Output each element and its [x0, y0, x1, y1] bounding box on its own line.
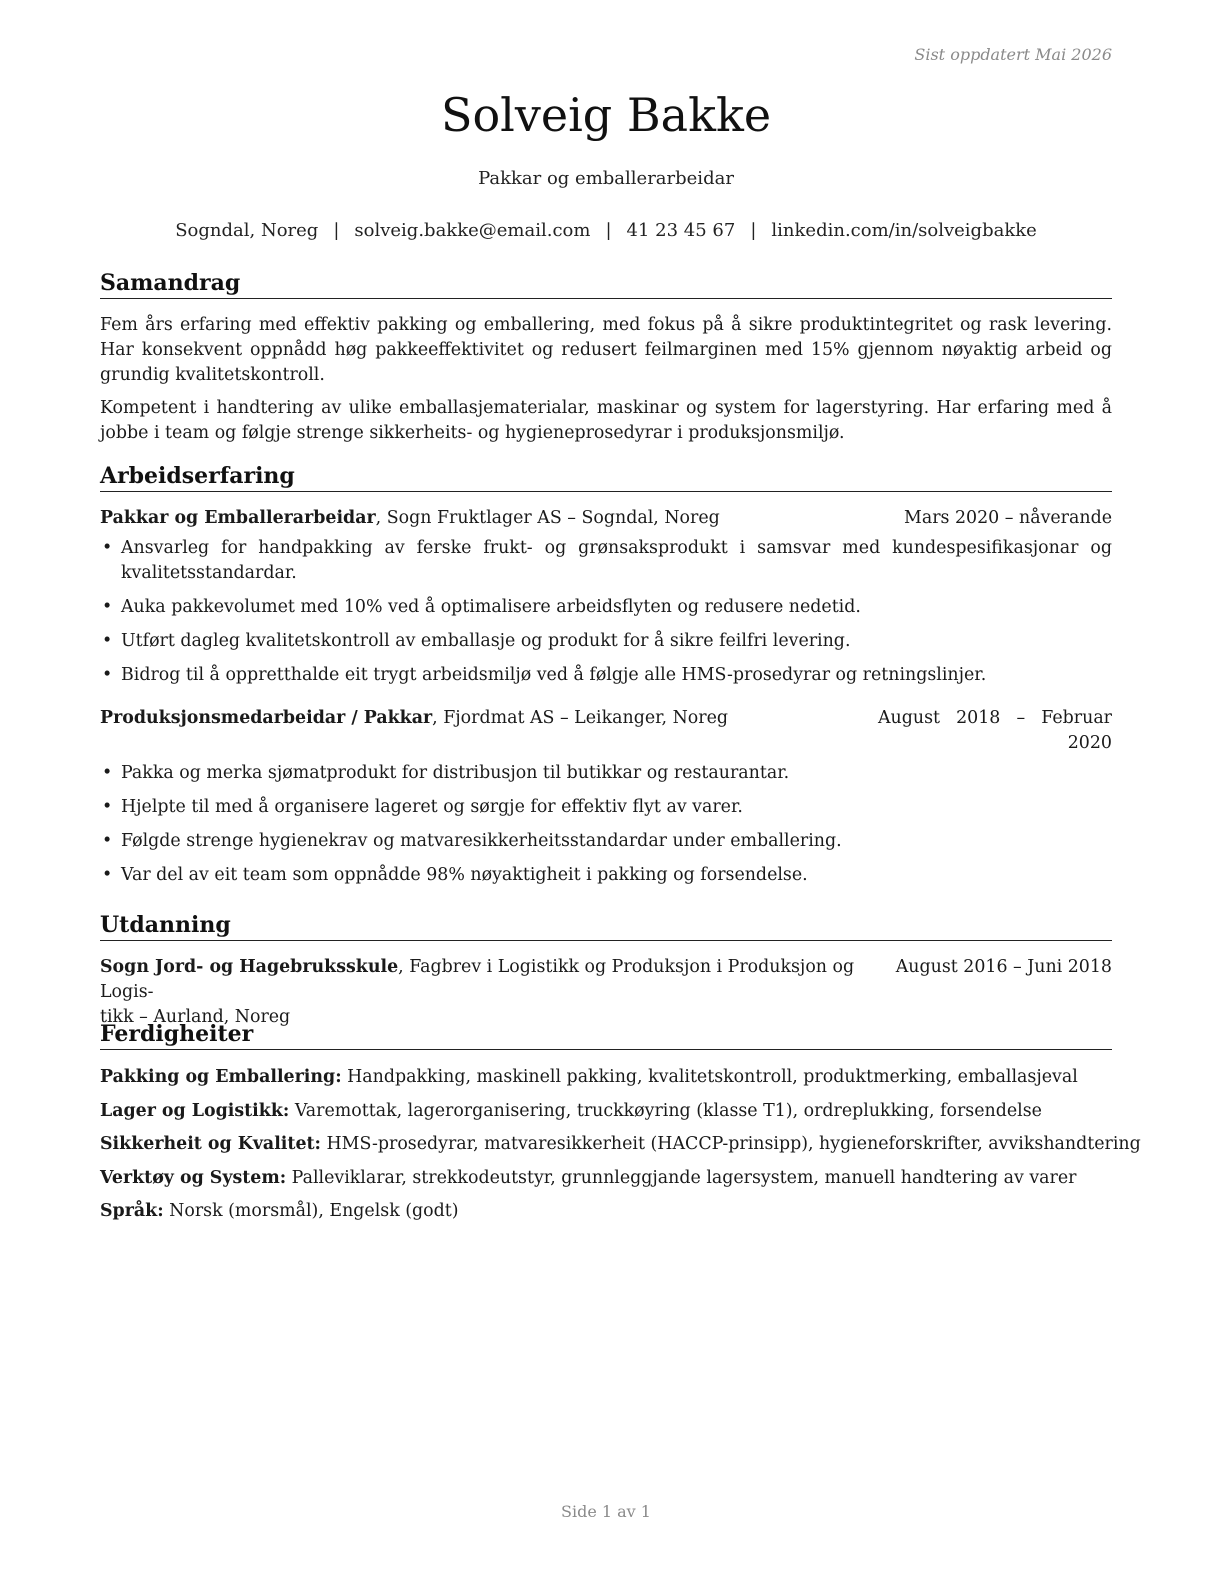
job-role: Produksjonsmedarbeidar / Pakkar — [100, 708, 433, 728]
job-bullets — [100, 761, 1112, 888]
list-item: • Var del av eit team som oppnådde 98% nøyaktigheit i pakking og forsendelse. — [100, 863, 1112, 888]
contact-separator: | — [605, 220, 612, 241]
skill-line: Pakking og Emballering: Handpakking, maskinell pakking, kvalitetskontroll, produktmerking, emballasjeval — [100, 1067, 1078, 1087]
skills-list — [100, 1065, 1141, 1224]
skill-line: Lager og Logistikk: Varemottak, lagerorganisering, truckkøyring (klasse T1), ordreplukking, forsendelse — [100, 1100, 1042, 1121]
page-number: Side 1 av 1 — [561, 1502, 651, 1521]
summary-paragraph: Fem års erfaring med effektiv pakking og emballering, med fokus på å sikre produktintegritet og rask levering. Har konsekvent oppnådd høg pakkeeffektivitet og redusert feilmarginen med 15% gjennom nøyaktig arbeid og grundig kvalitetskontroll. — [100, 315, 1112, 385]
contact-line — [100, 220, 1112, 241]
education-dates: August 2016 – Juni 2018 — [895, 957, 1112, 977]
job-dates — [878, 706, 1112, 756]
section-heading-summary: Samandrag — [100, 269, 1112, 299]
summary-section — [100, 269, 1112, 446]
job-dates-line: August 2018 – Februar — [878, 708, 1112, 728]
bullet-icon: • — [102, 865, 113, 885]
list-item: • Hjelpte til med å organisere lageret og sørgje for effektiv flyt av varer. — [100, 795, 1112, 820]
summary-paragraph: Kompetent i handtering av ulike emballasjematerialar, maskinar og system for lagerstyring. Har erfaring med å jobbe i team og følgje strenge sikkerheits- og hygieneprosedyrar i produksjonsmiljø. — [100, 398, 1112, 443]
skill-line: Språk: Norsk (morsmål), Engelsk (godt) — [100, 1201, 459, 1221]
job-header — [100, 506, 1112, 531]
education-degree-cont: tikk – Aurland, Noreg — [100, 1007, 291, 1027]
experience-section — [100, 462, 1112, 897]
education-degree: , Fagbrev i Logistikk og Produksjon i Produksjon og Logis- — [100, 957, 855, 1002]
candidate-title: Pakkar og emballerarbeidar — [478, 168, 734, 189]
education-entry — [100, 955, 1112, 1030]
job-bullets — [100, 536, 1112, 688]
job-dates-line: 2020 — [1067, 733, 1112, 753]
list-item: • Auka pakkevolumet med 10% ved å optimalisere arbeidsflyten og redusere nedetid. — [100, 595, 1112, 620]
last-updated-note: Sist oppdatert Mai 2026 — [914, 45, 1112, 64]
list-item: • Bidrog til å oppretthalde eit trygt arbeidsmiljø ved å følgje alle HMS-prosedyrar og retningslinjer. — [100, 663, 1112, 688]
skill-line: Sikkerheit og Kvalitet: HMS-prosedyrar, matvaresikkerheit (HACCP-prinsipp), hygieneforskrifter, avvikshandtering — [100, 1134, 1141, 1154]
bullet-icon: • — [102, 763, 113, 783]
contact-email[interactable]: solveig.bakke@email.com — [354, 220, 591, 241]
section-heading-education: Utdanning — [100, 911, 1112, 941]
job-header — [100, 706, 1112, 756]
bullet-icon: • — [102, 831, 113, 851]
list-item: • Utført dagleg kvalitetskontroll av emballasje og produkt for å sikre feilfri levering. — [100, 629, 1112, 654]
list-item: • Følgde strenge hygienekrav og matvaresikkerheitsstandardar under emballering. — [100, 829, 1112, 854]
resume-page — [100, 0, 1141, 1584]
section-heading-skills: Ferdigheiter — [100, 1020, 1112, 1050]
education-details — [100, 955, 885, 1030]
job-entry — [100, 506, 1112, 688]
skill-line: Verktøy og System: Palleviklarar, strekkodeutstyr, grunnleggjande lagersystem, manuell handtering av varer — [100, 1167, 1077, 1188]
section-heading-experience: Arbeidserfaring — [100, 462, 1112, 492]
job-role: Pakkar og Emballerarbeidar — [100, 508, 376, 528]
bullet-icon: • — [102, 665, 113, 685]
job-employer: , Sogn Fruktlager AS – Sogndal, Noreg — [375, 508, 720, 528]
contact-separator: | — [750, 220, 757, 241]
job-title-line — [100, 706, 728, 731]
contact-phone: 41 23 45 67 — [626, 220, 736, 241]
skills-section — [100, 1020, 1141, 1233]
job-employer: , Fjordmat AS – Leikanger, Noreg — [432, 708, 728, 728]
job-title-line — [100, 506, 720, 531]
bullet-icon: • — [102, 597, 113, 617]
candidate-name: Solveig Bakke — [440, 88, 772, 142]
education-section — [100, 911, 1112, 1030]
list-item: • Pakka og merka sjømatprodukt for distribusjon til butikkar og restaurantar. — [100, 761, 1112, 786]
education-school: Sogn Jord- og Hagebruksskule — [100, 957, 399, 977]
bullet-icon: • — [102, 538, 113, 558]
job-dates: Mars 2020 – nåverande — [904, 508, 1112, 528]
list-item: • Ansvarleg for handpakking av ferske frukt- og grønsaksprodukt i samsvar med kundespesifikasjonar og kvalitetsstandardar. — [102, 538, 1112, 583]
contact-linkedin[interactable]: linkedin.com/in/solveigbakke — [771, 220, 1037, 241]
contact-location: Sogndal, Noreg — [175, 220, 319, 241]
bullet-icon: • — [102, 631, 113, 651]
contact-separator: | — [333, 220, 340, 241]
job-entry — [100, 706, 1112, 888]
bullet-icon: • — [102, 797, 113, 817]
